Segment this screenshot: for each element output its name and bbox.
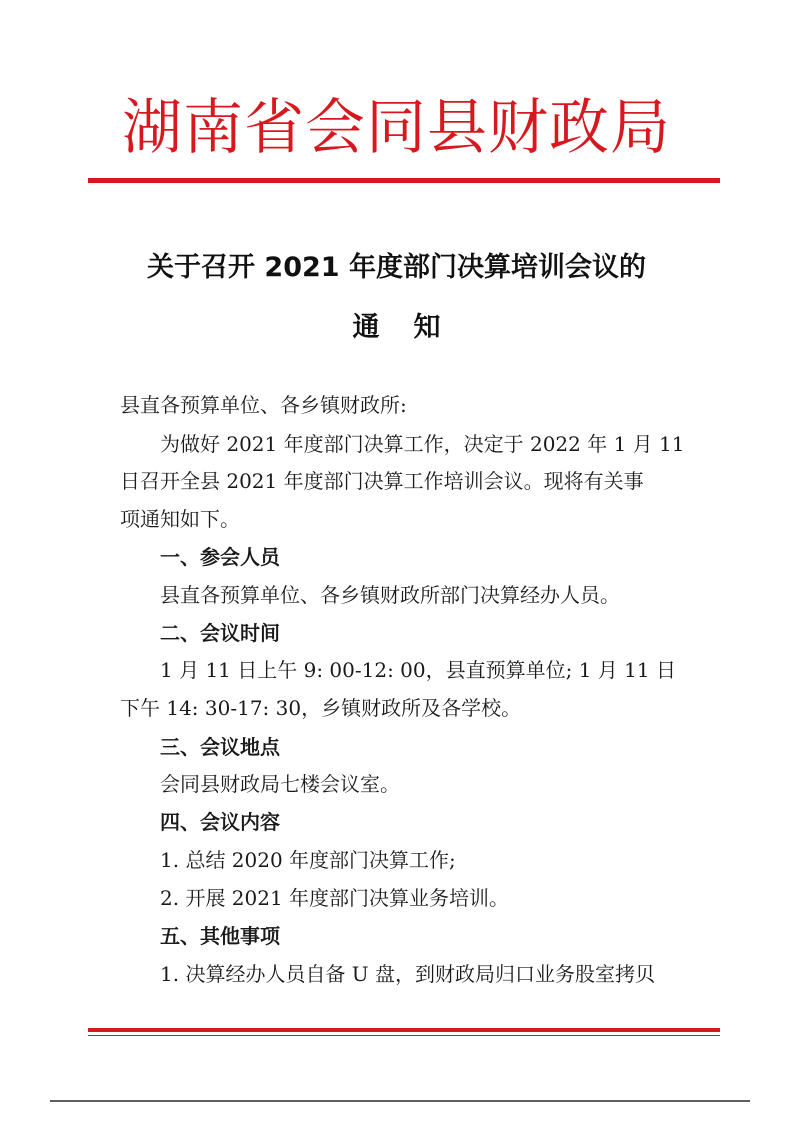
scan-edge-line — [50, 1100, 750, 1102]
intro-paragraph-line1: 为做好 2021 年度部门决算工作，决定于 2022 年 1 月 11 — [160, 432, 685, 456]
section-text-content-item2: 2. 开展 2021 年度部门决算业务培训。 — [160, 886, 510, 910]
section-text-attendees: 县直各预算单位、各乡镇财政所部门决算经办人员。 — [160, 583, 620, 607]
issuing-authority-header: 湖南省会同县财政局 — [122, 93, 671, 163]
section-heading-content: 四、会议内容 — [160, 810, 280, 834]
intro-paragraph-line3: 项通知如下。 — [120, 507, 240, 531]
footer-red-rule — [88, 1028, 720, 1032]
section-heading-other: 五、其他事项 — [160, 924, 280, 948]
section-text-time-line1: 1 月 11 日上午 9: 00-12: 00，县直预算单位; 1 月 11 日 — [160, 658, 676, 682]
section-heading-time: 二、会议时间 — [160, 621, 280, 645]
section-text-content-item1: 1. 总结 2020 年度部门决算工作; — [160, 848, 456, 872]
document-title-char-2: 知 — [413, 312, 441, 343]
section-heading-location: 三、会议地点 — [160, 735, 280, 759]
section-text-time-line2: 下午 14: 30-17: 30，乡镇财政所及各学校。 — [120, 696, 522, 720]
document-title-line2 — [0, 310, 793, 346]
footer-red-rule-thin — [88, 1035, 720, 1036]
document-title-char-1: 通 — [352, 312, 380, 343]
document-title-line1: 关于召开 2021 年度部门决算培训会议的 — [147, 252, 646, 283]
header-red-rule — [88, 178, 720, 183]
salutation: 县直各预算单位、各乡镇财政所: — [120, 393, 407, 417]
section-heading-attendees: 一、参会人员 — [160, 545, 280, 569]
section-text-other-item1: 1. 决算经办人员自备 U 盘，到财政局归口业务股室拷贝 — [160, 962, 656, 986]
intro-paragraph-line2: 日召开全县 2021 年度部门决算工作培训会议。现将有关事 — [120, 469, 644, 493]
section-text-location: 会同县财政局七楼会议室。 — [160, 772, 400, 796]
